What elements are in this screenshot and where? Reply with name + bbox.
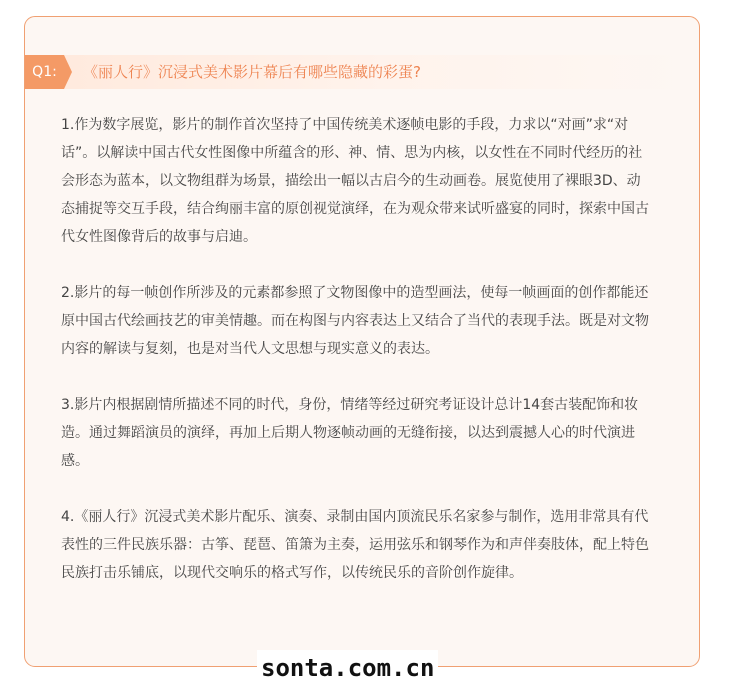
answer-paragraph-1: 1.作为数字展览，影片的制作首次坚持了中国传统美术逐帧电影的手段，力求以“对画”求“对话”。以解读中国古代女性图像中所蕴含的形、神、情、思为内核，以女性在不同时代经历的社会形态为蓝本，以文物组群为场景，描绘出一幅以古启今的生动画卷。展览使用了裸眼3D、动态捕捉等交互手段，结合绚丽丰富的原创视觉演绎，在为观众带来试听盛宴的同时，探索中国古代女性图像背后的故事与启迪。 xyxy=(61,117,649,245)
answer-body xyxy=(61,111,651,615)
answer-paragraph-3: 3.影片内根据剧情所描述不同的时代，身份，情绪等经过研究考证设计总计14套古装配饰和妆造。通过舞蹈演员的演绎，再加上后期人物逐帧动画的无缝衔接，以达到震撼人心的时代演进感。 xyxy=(61,397,639,469)
question-header xyxy=(25,55,685,89)
question-label-arrow xyxy=(64,55,72,89)
answer-paragraph-4: 4.《丽人行》沉浸式美术影片配乐、演奏、录制由国内顶流民乐名家参与制作，选用非常具有代表性的三件民族乐器：古筝、琵琶、笛箫为主奏，运用弦乐和钢琴作为和声伴奏肢体，配上特色民族打击乐铺底，以现代交响乐的格式写作，以传统民乐的音阶创作旋律。 xyxy=(61,509,649,581)
answer-paragraph-2: 2.影片的每一帧创作所涉及的元素都参照了文物图像中的造型画法，使每一帧画面的创作都能还原中国古代绘画技艺的审美情趣。而在构图与内容表达上又结合了当代的表现手法。既是对文物内容的解读与复刻，也是对当代人文思想与现实意义的表达。 xyxy=(61,285,649,357)
question-title: 《丽人行》沉浸式美术影片幕后有哪些隐藏的彩蛋? xyxy=(83,63,421,81)
question-label: Q1: xyxy=(25,55,64,89)
site-watermark: sonta.com.cn xyxy=(257,650,438,686)
faq-card xyxy=(24,16,700,667)
